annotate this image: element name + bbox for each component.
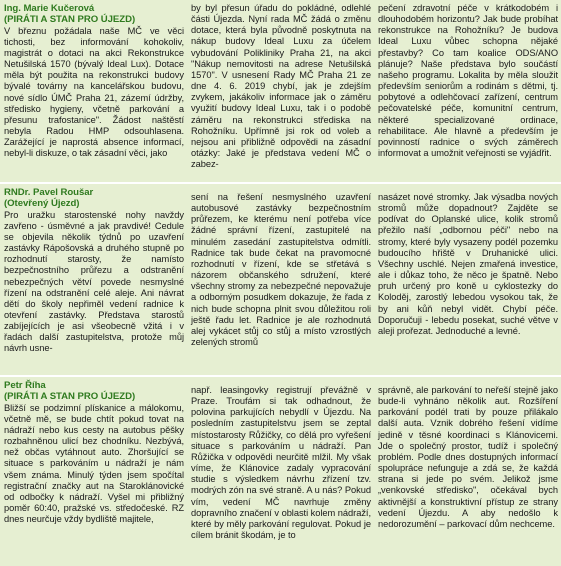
author-heading: [4, 3, 184, 26]
column-2: [191, 192, 371, 348]
column-2: [191, 385, 371, 541]
article-text: Pro uražku starostenské nohy navždy zavřeno - úsměvné a jak pravdivé! Cedule se objevila několik týdnů po uzavření zastávky Rápošovská a druhého stupně po rozhodnutí starosty, že namísto bezpečnostního průřezu a odstranění nebezpečných větví povede nesmyslné řízení na odstranění celé aleje. Ani návrat dětí do školy nepřiměl vedení radnice k otevření zastávky. Představa starostů zabíjejících je asi všeobecně vžitá i v řadách další zastupitelstva, protože můj návrh usne-: [4, 209, 184, 354]
column-1: [4, 380, 184, 525]
column-2: [191, 3, 371, 170]
column-1: [4, 187, 184, 355]
author-party: (Otevřený Újezd): [4, 198, 80, 210]
article-text: by byl přesun úřadu do pokládné, odlehlé části Újezda. Nyní rada MČ žádá o změnu dotace, která byla původně poskytnuta na nákup budovy Ideal Luxu za účelem vybudování Polikliniky Praha 21, na akci "Nákup nemovitosti na adrese Netušilská 1570". V usnesení Rady MČ Praha 21 ze dne 4. 6. 2019 chybí, jak je zdejším zvykem, jakákoliv informace jak o záměru využití budovy Ideal Luxu, tak i o podobě záměru na rekonstrukci střediska na Rohožníku. Upřímně jsi rok od voleb a nejsou ani přibližně odpovědi na zásadní otázky: Jaké je představa vedení MČ o zabez-: [191, 3, 371, 170]
article-section-kucerova: [0, 0, 561, 182]
author-name: RNDr. Pavel Roušar: [4, 187, 94, 198]
column-1: [4, 3, 184, 159]
article-text: V březnu požádala naše MČ ve věci tichosti, bez informování kohokoliv, magistrát o dotaci na akci Rekonstrukce Netušilská 1570 (bývalý Ideal Lux). Dotace měla být použita na rekonstrukci budovy bývalé továrny na kancelářskou budovu, nové sídlo ÚMČ Praha 21, zázemí údržby, středisko hygieny, včetně parkování a přesunu trafostanice". Žádost naštěstí nebyla Radou HMP odsouhlasena. Zarážející je naprostá absence informací, nebyl-li diskuze, o tak zásadní věci, jako: [4, 25, 184, 159]
author-heading: [4, 187, 184, 210]
article-text: Bližší se podzimní plískanice a málokomu, včetně mě, se bude chtít pokud tovat na nádraží nebo kus cesty na autobus pěšky rozbahněnou ulicí bez chodníku. Nezbývá, než občas vytáhnout auto. Zhoršující se situace s parkováním u nádraží je nám všem známa. Minulý týden jsem spočítal registrační značky aut na Staroklánovické od odbočky k nádraží. Vyšel mi přibližný poměr 60:40, pražské vs. středočeské. RZ dnes neurčuje vždy bydliště majitele,: [4, 402, 184, 525]
author-party: (PIRÁTI A STAN PRO ÚJEZD): [4, 14, 136, 26]
author-party: (PIRÁTI A STAN PRO ÚJEZD): [4, 391, 136, 403]
column-3: [378, 192, 558, 337]
author-name: Petr Říha: [4, 380, 46, 391]
article-text: pečení zdravotní péče v krátkodobém i dlouhodobém horizontu? Jak bude probíhat rekonstrukce na Rohožníku? Je budova Ideal Luxu vůbec schopna nějaké přestavby? Co tam koalice ODS/ANO plánuje? Naše představa bylo součástí našeho programu. Lokalita by měla sloužit především seniorům a rodinám s dětmi, tj. pobytové a odlehčovací zařízení, centrum pečovatelské péče, komunitní centrum, některé specializované ordinace, rehabilitace. Ale hlavně a především je povinností radnice o svých záměrech informovat a umožnit veřejnosti se vyjádřit.: [378, 3, 558, 159]
article-section-riha: [0, 377, 561, 566]
column-3: [378, 3, 558, 159]
article-section-rousar: [0, 184, 561, 375]
article-text: např. leasingovky registrují převážně v Praze. Troufám si tak odhadnout, že polovina parkujících nebydlí v Újezdu. Na posledním zastupitelstvu jsem se zeptal místostarosty Růžičky, co dělá pro vyřešení situace s parkováním u nádraží. Pan Růžička v odpovědi neurčitě mlžil. My však víme, že Klánovice zadaly vypracování studie s výsledkem návrhu zřízení tzv. modrých zón na své straně. A u nás? Pokud vím, vedení MČ navrhuje změny dopravního značení v oblasti kolem nádraží, které by měly parkování regulovat. Pokud je cílem bránit škodám, je to: [191, 385, 371, 541]
article-text: správně, ale parkování to neřeší stejně jako bude-li vyhnáno několik aut. Rozšíření parkování podél trati by pouze přilákalo další auta. Vznik dobrého řešení vidíme jedině v těsné koordinaci s Klánovicemi. Jde o společný prostor, tudíž i společný problém. Podle dnes dostupných informací spolupráce nefunguje a zdá se, že každá strana si jede po svém. Jelikož jsme „venkovské středisko", očekával bych aktivnější a konstruktivní přístup ze strany vedení Újezdu. A aby nedošlo k nedorozumění – parkovací dům nechceme.: [378, 385, 558, 529]
column-3: [378, 385, 558, 530]
author-heading: [4, 380, 184, 403]
article-text: nasázet nové stromky. Jak výsadba nových stromů může dopadnout? Zajděte se podívat do Oplanské ulice, kolik stromů přežilo naší „odbornou péči" nebo na stromy, které byly vysazeny podél pozemku budoucího hřiště v Druhanické ulici. Všechny uschlé. Nejen zmařená investice, ale i důkaz toho, že něco je špatně. Nebo pruh určený pro koně u cyklostezky do Koloděj, zarostlý lebedou vysokou tak, že by ani kůň nebyl vidět. Chybí péče. Doporučuji - lebedu posekat, suché větve v aleji prořezat. Jednoduché a levné.: [378, 192, 558, 336]
article-text: sení na řešení nesmyslného uzavření autobusové zastávky bezpečnostním průřezem, ke kterému není potřeba více žádné správní řízení, zastupitelé na minulém zasedání zastupitelstva odmítli. Radnice tak bude čekat na pravomocné rozhodnutí v řízení, kde se střetává s názorem občanského sdružení, které všechny stromy za nebezpečné nepovažuje a odborným posudkem dokazuje, že řada z nich bude schopna plnit svou důležitou roli ještě řadu let. Radnice je ale rozhodnutá alej vykácet stůj co stůj a místo vzrostlých zelených stromů: [191, 192, 371, 348]
author-name: Ing. Marie Kučerová: [4, 3, 95, 14]
